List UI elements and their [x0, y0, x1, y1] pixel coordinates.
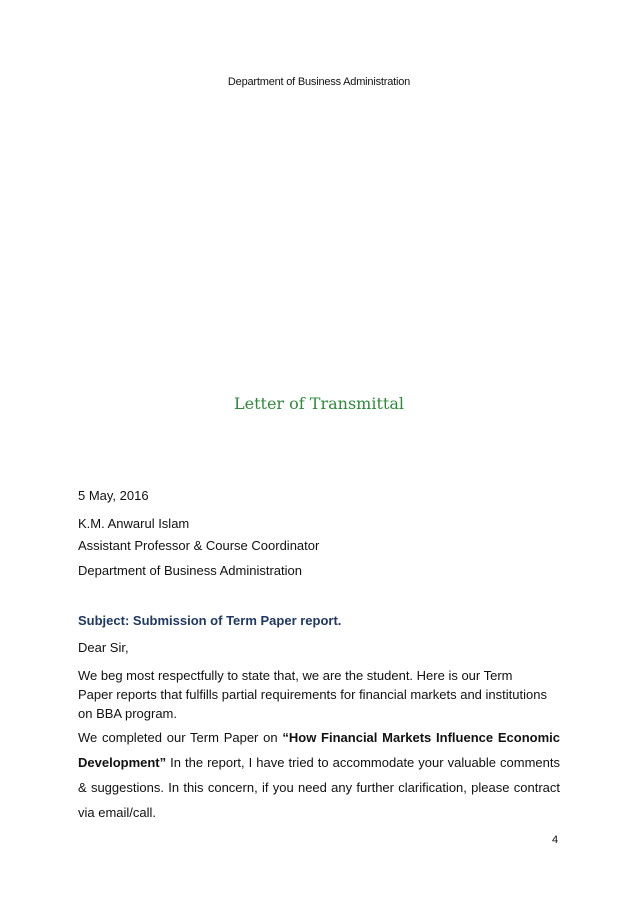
letter-subject: Subject: Submission of Term Paper report. — [78, 613, 342, 628]
paragraph-line: We beg most respectfully to state that, we are the student. Here is our Term — [78, 668, 513, 683]
page-number: 4 — [552, 834, 559, 846]
paragraph-line: Paper reports that fulfills partial requirements for financial markets and institutions — [78, 687, 547, 702]
paragraph-text: We completed our Term Paper on — [78, 730, 283, 745]
recipient-position: Assistant Professor & Course Coordinator — [78, 538, 320, 553]
paragraph-text: In the report, I have tried to accommodate your valuable comments & suggestions. In this concern, if you need any further clarification, please contract via email/call. — [78, 755, 560, 820]
paragraph-line: on BBA program. — [78, 706, 177, 721]
recipient-department: Department of Business Administration — [78, 563, 302, 578]
body-paragraph-2 — [78, 725, 560, 825]
letter-title: Letter of Transmittal — [234, 394, 404, 413]
term-paper-title: “How Financial Markets Influence Economic Development” — [78, 730, 560, 770]
page-header: Department of Business Administration — [227, 76, 411, 88]
recipient-name: K.M. Anwarul Islam — [78, 516, 190, 531]
body-paragraph-1 — [78, 666, 560, 723]
salutation: Dear Sir, — [78, 640, 129, 655]
letter-date: 5 May, 2016 — [78, 488, 149, 503]
